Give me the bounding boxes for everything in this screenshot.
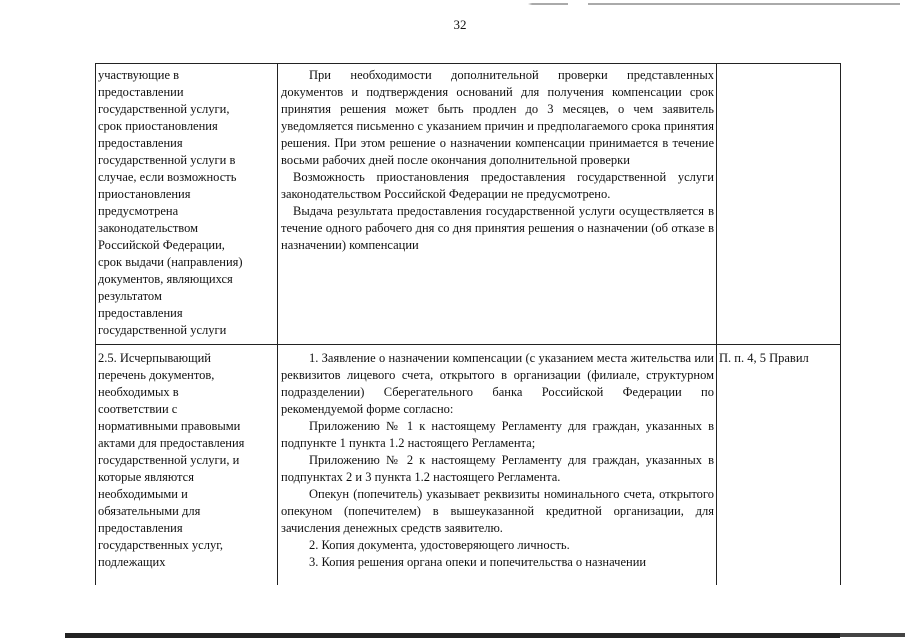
- table-border-right: [840, 63, 841, 585]
- row2-left-line: предоставления: [98, 521, 183, 535]
- row2-left-line: 2.5. Исчерпывающий: [98, 351, 212, 365]
- table-border-top: [95, 63, 841, 64]
- row1-paragraph: Выдача результата предоставления государственной услуги осуществляется в течение одного рабочего дня со дня принятия решения о назначении (об отказе в назначении) компенсации: [281, 204, 714, 252]
- scan-bottom-edge-line: [65, 633, 840, 638]
- row2-left-line: которые являются: [98, 470, 194, 484]
- table-border-left: [95, 63, 96, 585]
- row1-paragraph: При необходимости дополнительной проверки представленных документов и подтверждения оснований для получения компенсации срок принятия решения может быть продлен до 3 месяцев, о чем заявитель уведомляется письменно с указанием причин и предполагаемого срока принятия решения. При этом решение о назначении компенсации принимается в течение восьми рабочих дней после окончания дополнительной проверки: [281, 68, 714, 167]
- row1-left-line: документов, являющихся: [98, 272, 233, 286]
- row1-left-line: государственной услуги в: [98, 153, 236, 167]
- row1-left-line: законодательством: [98, 221, 199, 235]
- table-divider-col2: [716, 63, 717, 585]
- row1-left-line: срок приостановления: [98, 119, 218, 133]
- row2-left-cell: [98, 350, 270, 571]
- row1-left-line: срок выдачи (направления): [98, 255, 243, 269]
- row2-paragraph: Приложению № 1 к настоящему Регламенту для граждан, указанных в подпункте 1 пункта 1.2 настоящего Регламента;: [281, 419, 714, 450]
- row1-middle-cell: [281, 67, 714, 254]
- row1-left-line: предоставлении: [98, 85, 184, 99]
- row2-paragraph: 3. Копия решения органа опеки и попечительства о назначении: [309, 555, 647, 569]
- row1-left-line: случае, если возможность: [98, 170, 237, 184]
- row2-left-line: государственной услуги, и: [98, 453, 240, 467]
- table-row-separator: [95, 344, 841, 345]
- row2-left-line: перечень документов,: [98, 368, 215, 382]
- row2-paragraph: Приложению № 2 к настоящему Регламенту для граждан, указанных в подпунктах 2 и 3 пункта 1.2 настоящего Регламента.: [281, 453, 714, 484]
- row1-left-line: участвующие в: [98, 68, 180, 82]
- row1-left-line: предоставления: [98, 306, 183, 320]
- scan-bottom-edge-line-right: [840, 633, 905, 637]
- row2-left-line: актами для предоставления: [98, 436, 245, 450]
- row2-left-line: необходимыми и: [98, 487, 188, 501]
- row2-left-line: государственных услуг,: [98, 538, 224, 552]
- row2-paragraph: Опекун (попечитель) указывает реквизиты номинального счета, открытого опекуном (попечителем) в вышеуказанной кредитной организации, для зачисления денежных средств заявителю.: [281, 487, 714, 535]
- row2-left-line: соответствии с: [98, 402, 178, 416]
- page-number: 32: [453, 17, 467, 32]
- row1-left-line: Российской Федерации,: [98, 238, 225, 252]
- row2-paragraph: 1. Заявление о назначении компенсации (с указанием места жительства или реквизитов лицевого счета, открытого в организации (филиале, структурном подразделении) Сберегательного банка Российской Федерации по рекомендуемой форме согласно:: [281, 351, 714, 416]
- row1-left-cell: [98, 67, 270, 339]
- row2-left-line: подлежащих: [98, 555, 166, 569]
- table-divider-col1: [277, 63, 278, 585]
- row1-left-line: государственной услуги: [98, 323, 227, 337]
- row2-reference: П. п. 4, 5 Правил: [719, 351, 809, 365]
- scan-top-edge-line: [528, 3, 900, 5]
- row1-left-line: предоставления: [98, 136, 183, 150]
- row2-right-cell: [719, 350, 839, 367]
- row1-left-line: предусмотрена: [98, 204, 179, 218]
- row2-middle-cell: [281, 350, 714, 571]
- row2-left-line: обязательными для: [98, 504, 201, 518]
- row2-paragraph: 2. Копия документа, удостоверяющего личность.: [309, 538, 570, 552]
- row2-left-line: нормативными правовыми: [98, 419, 241, 433]
- row1-paragraph: Возможность приостановления предоставления государственной услуги законодательством Российской Федерации не предусмотрено.: [281, 170, 714, 201]
- row1-left-line: государственной услуги,: [98, 102, 230, 116]
- row1-left-line: приостановления: [98, 187, 191, 201]
- row2-left-line: необходимых в: [98, 385, 179, 399]
- row1-left-line: результатом: [98, 289, 162, 303]
